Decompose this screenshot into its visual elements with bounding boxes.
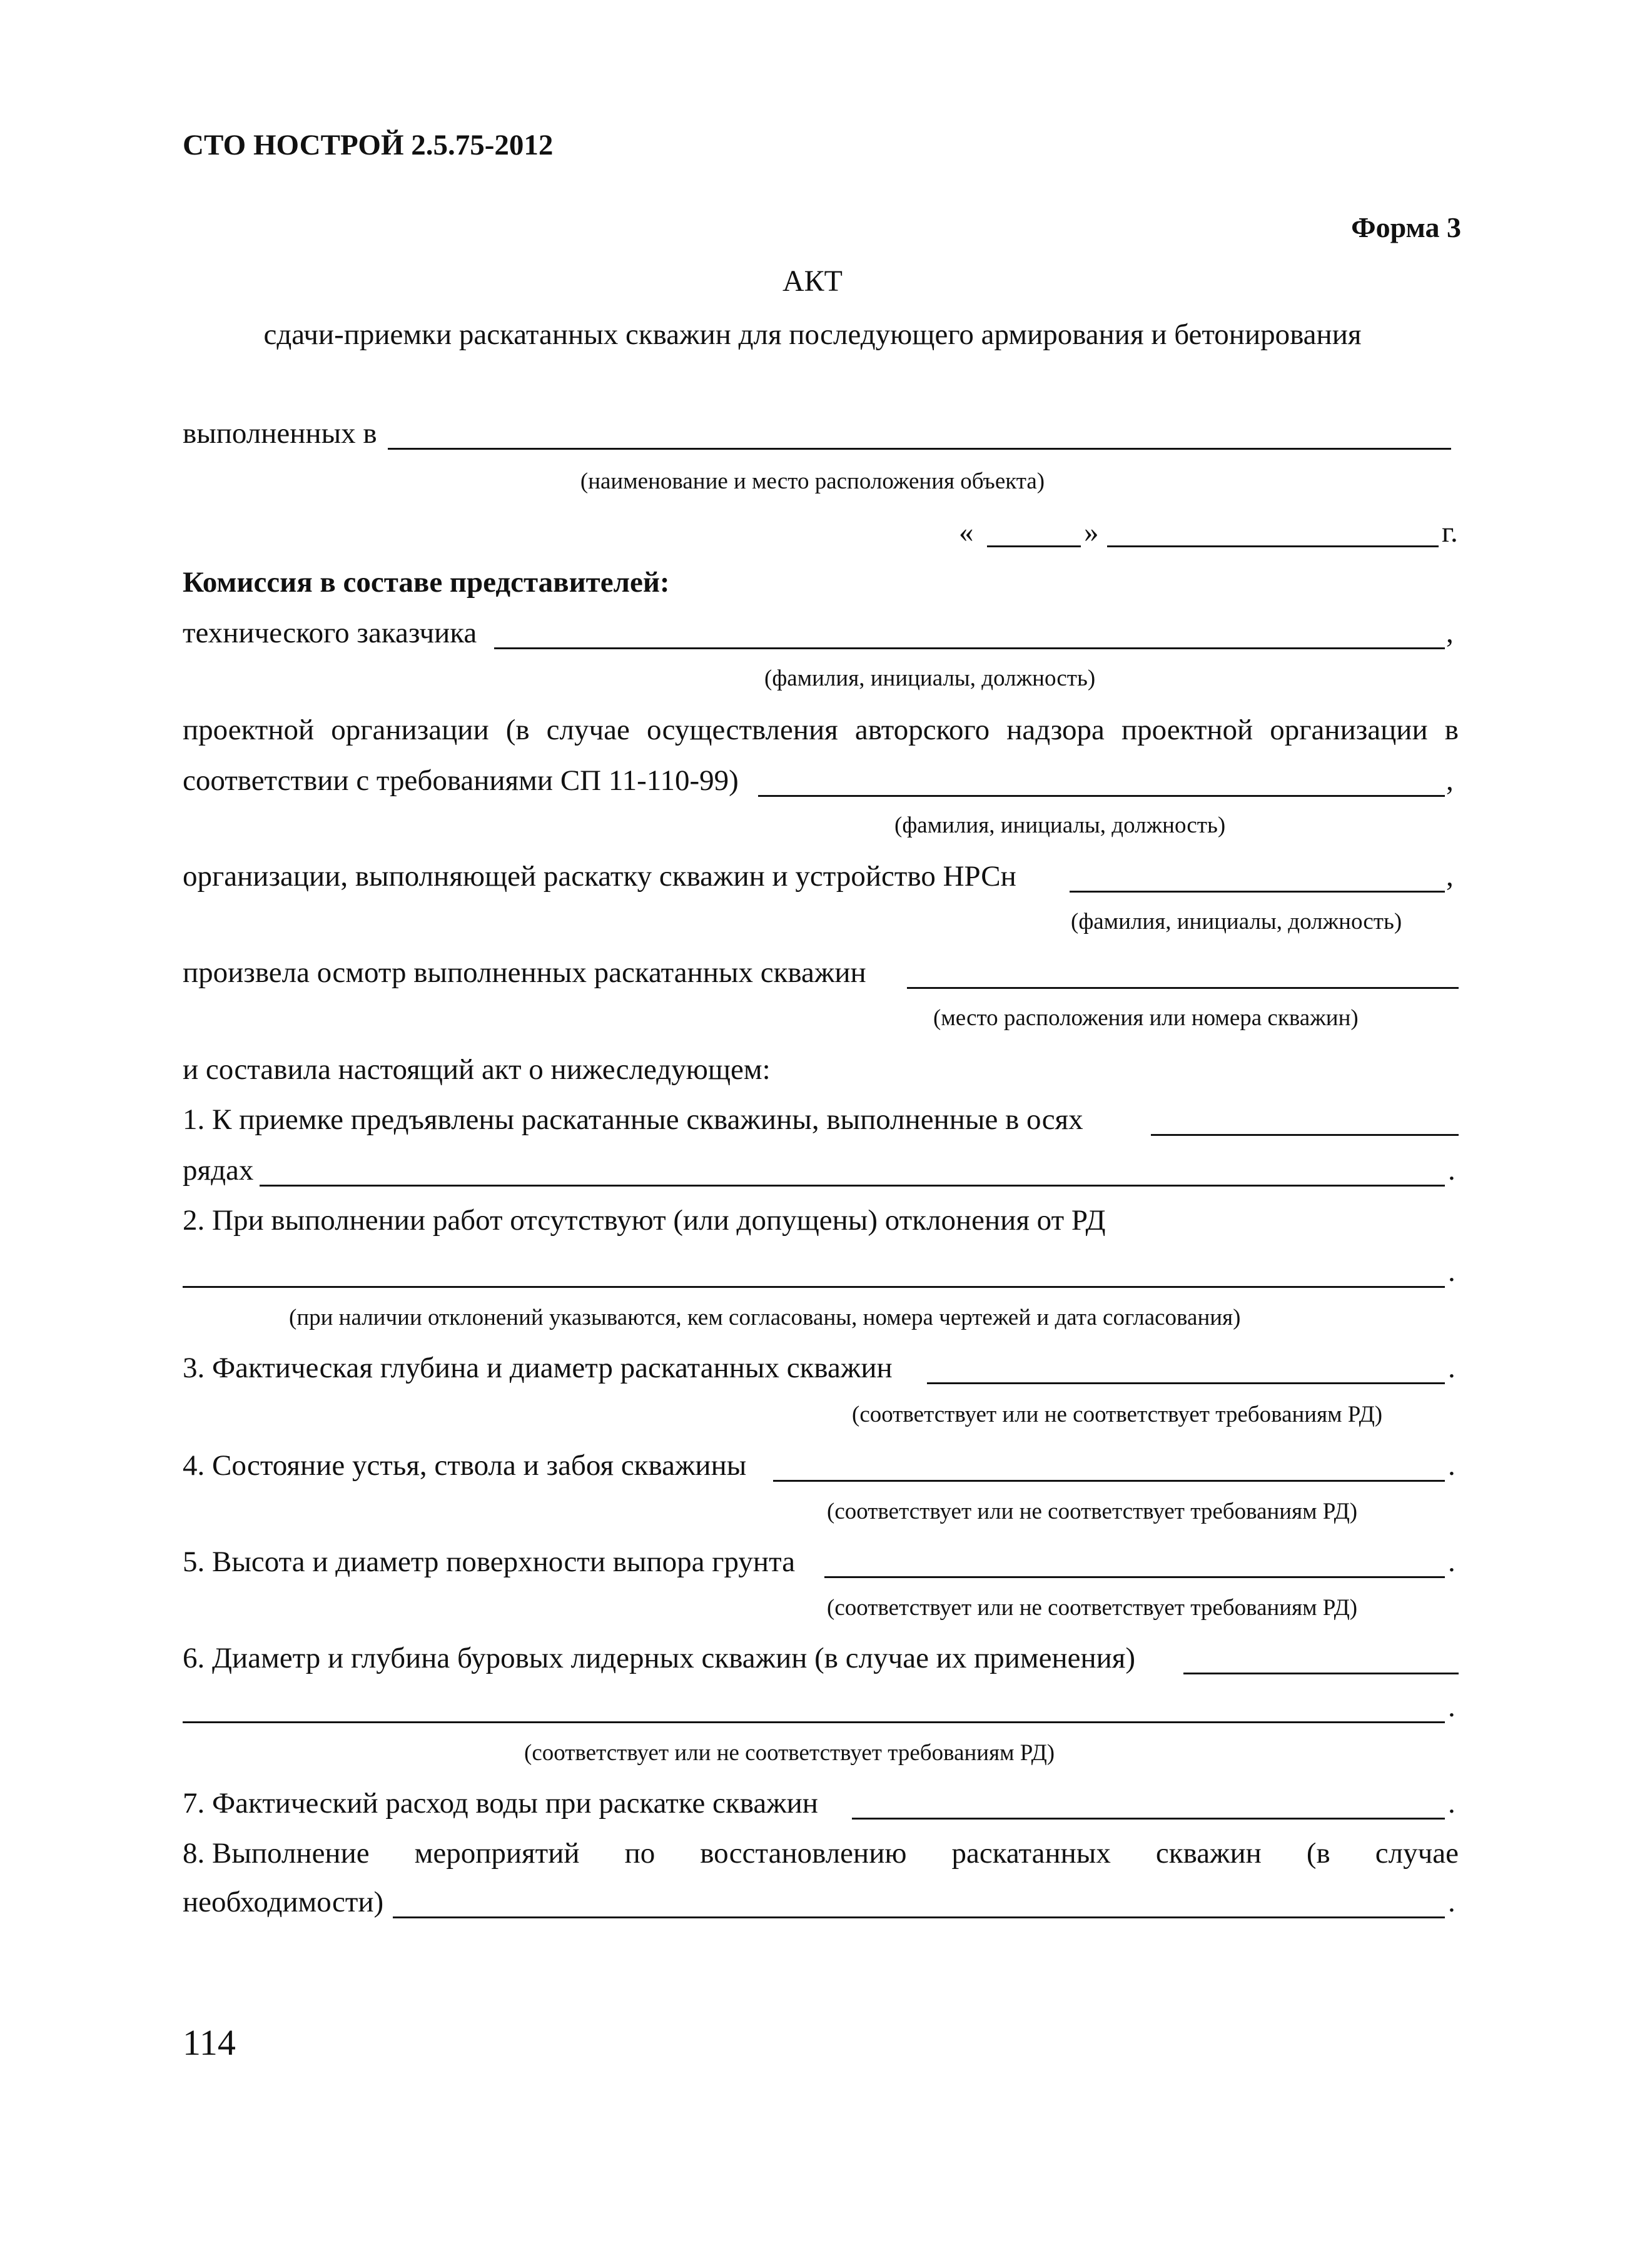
date-open-quote: « (959, 516, 974, 549)
item-1-rows-field[interactable] (260, 1185, 1445, 1187)
word: проектной (1121, 714, 1253, 746)
word: в (1444, 714, 1459, 746)
customer-field[interactable] (494, 647, 1445, 649)
inspection-label: произвела осмотр выполненных раскатанных скважин (183, 956, 866, 989)
item-7-field[interactable] (852, 1818, 1445, 1820)
item-5-text: 5. Высота и диаметр поверхности выпора грунта (183, 1546, 796, 1578)
item-1-text: 1. К приемке предъявлены раскатанные скважины, выполненные в осях (183, 1103, 1083, 1136)
word: 8. Выполнение (183, 1837, 370, 1870)
word: скважин (1155, 1837, 1262, 1870)
date-month-field[interactable] (1107, 545, 1439, 547)
item-8-period: . (1448, 1886, 1455, 1918)
item-8-field[interactable] (393, 1916, 1445, 1918)
contractor-comma: , (1446, 860, 1454, 893)
item-1-rows-label: рядах (183, 1154, 254, 1187)
design-org-caption: (фамилия, инициалы, должность) (894, 813, 1226, 838)
contractor-label: организации, выполняющей раскатку скважин и устройство НРСн (183, 860, 1016, 893)
item-5-period: . (1448, 1546, 1455, 1578)
word: раскатанных (951, 1837, 1111, 1870)
commission-heading: Комиссия в составе представителей: (183, 566, 670, 599)
document-title: АКТ (782, 265, 843, 298)
item-2-text: 2. При выполнении работ отсутствуют (или допущены) отклонения от РД (183, 1204, 1106, 1237)
item-3-period: . (1448, 1352, 1455, 1384)
item-7-text: 7. Фактический расход воды при раскатке скважин (183, 1787, 818, 1820)
word: восстановлению (700, 1837, 907, 1870)
item-6-field-b[interactable] (183, 1721, 1445, 1723)
word: организации (331, 714, 489, 746)
date-day-field[interactable] (987, 545, 1081, 547)
design-org-field[interactable] (758, 795, 1445, 797)
object-caption: (наименование и место расположения объекта) (580, 468, 1045, 494)
item-6-caption: (соответствует или не соответствует требованиям РД) (524, 1740, 1055, 1766)
word: проектной (183, 714, 315, 746)
statement: и составила настоящий акт о нижеследующем: (183, 1053, 771, 1086)
item-4-period: . (1448, 1449, 1455, 1482)
form-number: Форма 3 (1351, 211, 1461, 243)
item-8-line2: необходимости) (183, 1886, 384, 1918)
page-number: 114 (183, 2022, 236, 2063)
item-8-line1 (183, 1836, 1459, 1870)
object-label: выполненных в (183, 417, 377, 450)
customer-label: технического заказчика (183, 617, 477, 649)
customer-caption: (фамилия, инициалы, должность) (764, 666, 1096, 691)
item-2-caption: (при наличии отклонений указываются, кем согласованы, номера чертежей и дата согласования) (289, 1305, 1241, 1330)
item-5-field[interactable] (824, 1576, 1445, 1578)
item-1-period: . (1448, 1154, 1455, 1187)
word: случае (546, 714, 630, 746)
date-year-suffix: г. (1442, 516, 1458, 549)
standard-number: СТО НОСТРОЙ 2.5.75-2012 (183, 129, 554, 161)
word: надзора (1006, 714, 1105, 746)
item-3-field[interactable] (927, 1382, 1445, 1384)
contractor-field[interactable] (1070, 891, 1445, 893)
word: случае (1375, 1837, 1459, 1870)
inspection-field[interactable] (907, 987, 1459, 989)
contractor-caption: (фамилия, инициалы, должность) (1071, 909, 1402, 934)
item-3-caption: (соответствует или не соответствует требованиям РД) (852, 1402, 1383, 1427)
inspection-caption: (место расположения или номера скважин) (933, 1005, 1359, 1031)
word: мероприятий (414, 1837, 580, 1870)
item-7-period: . (1448, 1787, 1455, 1820)
design-org-comma: , (1446, 764, 1454, 797)
item-6-field-a[interactable] (1183, 1673, 1459, 1674)
item-4-text: 4. Состояние устья, ствола и забоя скважины (183, 1449, 747, 1482)
word: осуществления (646, 714, 838, 746)
word: (в (505, 714, 530, 746)
design-org-line (183, 713, 1459, 747)
object-field[interactable] (388, 448, 1451, 450)
item-6-period: . (1448, 1691, 1455, 1723)
word: (в (1306, 1837, 1330, 1870)
word: авторского (854, 714, 990, 746)
customer-comma: , (1446, 617, 1454, 649)
item-4-caption: (соответствует или не соответствует требованиям РД) (827, 1499, 1358, 1524)
item-1-axes-field[interactable] (1151, 1134, 1459, 1136)
date-close-quote: » (1084, 516, 1099, 549)
item-2-period: . (1448, 1255, 1455, 1288)
item-3-text: 3. Фактическая глубина и диаметр раскатанных скважин (183, 1352, 893, 1384)
word: организации (1270, 714, 1428, 746)
item-6-text: 6. Диаметр и глубина буровых лидерных скважин (в случае их применения) (183, 1642, 1136, 1674)
item-2-field[interactable] (183, 1286, 1445, 1288)
word: по (624, 1837, 656, 1870)
design-org-line2: соответствии с требованиями СП 11-110-99) (183, 764, 739, 797)
item-4-field[interactable] (773, 1480, 1445, 1482)
document-subtitle: сдачи-приемки раскатанных скважин для последующего армирования и бетонирования (263, 318, 1362, 351)
item-5-caption: (соответствует или не соответствует требованиям РД) (827, 1595, 1358, 1621)
